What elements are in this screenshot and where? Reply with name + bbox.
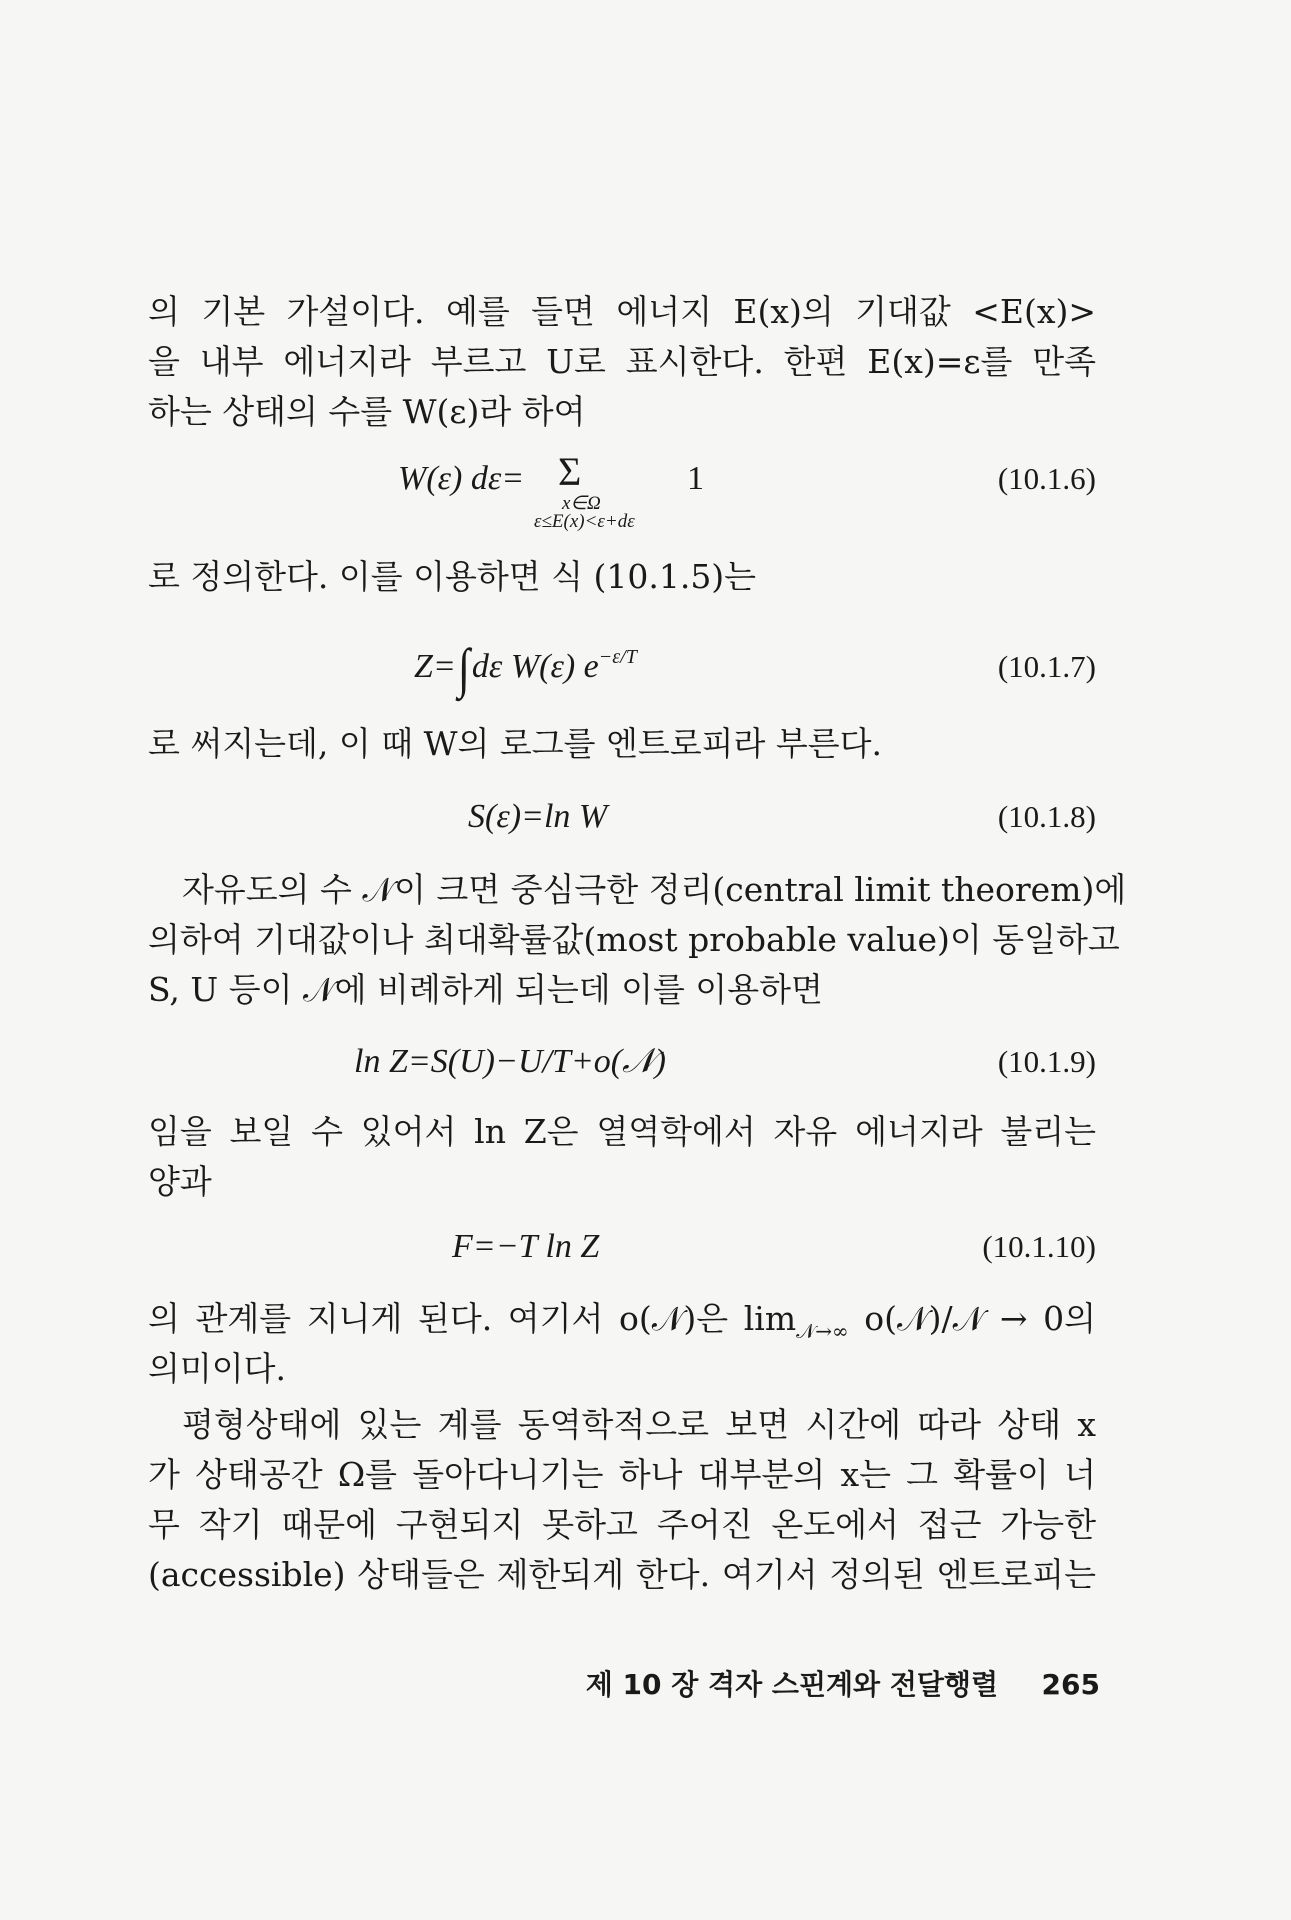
paragraph-line: 평형상태에 있는 계를 동역학적으로 보면 시간에 따라 상태 x xyxy=(182,1405,1096,1444)
paragraph-line: 무 작기 때문에 구현되지 못하고 주어진 온도에서 접근 가능한 xyxy=(148,1505,1096,1544)
equation-10-1-9: ln Z=S(U)−U/T+o(𝒩) xyxy=(354,1043,667,1080)
page-number: 265 xyxy=(1041,1668,1100,1701)
equation-number: (10.1.9) xyxy=(997,1044,1096,1079)
paragraph-line: (accessible) 상태들은 제한되게 한다. 여기서 정의된 엔트로피는 xyxy=(148,1555,1096,1594)
paragraph-line: 하는 상태의 수를 W(ε)라 하여 xyxy=(148,392,586,431)
sum-subscript-lower: ε≤E(x)<ε+dε xyxy=(534,511,635,532)
sum-subscript-upper: x∈Ω xyxy=(562,493,601,514)
equation-10-1-8: S(ε)=ln W xyxy=(468,798,608,835)
paragraph-text: 의 관계를 지니게 된다. 여기서 o(𝒩)은 lim xyxy=(148,1299,797,1338)
equation-10-1-10: F=−T ln Z xyxy=(452,1228,600,1265)
limit-subscript: 𝒩→∞ xyxy=(796,1319,849,1343)
paragraph-line: 자유도의 수 𝒩이 크면 중심극한 정리(central limit theorem)에 xyxy=(182,870,1127,909)
equation-number: (10.1.8) xyxy=(997,799,1096,834)
equation-number: (10.1.6) xyxy=(997,461,1096,496)
paragraph-line: 임을 보일 수 있어서 ln Z은 열역학에서 자유 에너지라 불리는 xyxy=(148,1112,1096,1151)
equation-number: (10.1.7) xyxy=(997,649,1096,684)
paragraph-text: o(𝒩)/𝒩 → 0의 xyxy=(848,1299,1096,1338)
equation-number: (10.1.10) xyxy=(982,1229,1096,1264)
equation-lhs: Z= xyxy=(414,648,456,685)
integral-symbol: ∫ xyxy=(457,637,470,699)
paragraph-line: 의 기본 가설이다. 예를 들면 에너지 E(x)의 기대값 <E(x)> xyxy=(148,292,1096,331)
paragraph-line: 을 내부 에너지라 부르고 U로 표시한다. 한편 E(x)=ε를 만족 xyxy=(148,342,1096,381)
equation-rhs: 1 xyxy=(687,460,704,497)
paragraph-line: 로 정의한다. 이를 이용하면 식 (10.1.5)는 xyxy=(148,557,757,596)
paragraph-line: 로 써지는데, 이 때 W의 로그를 엔트로피라 부른다. xyxy=(148,724,883,763)
paragraph-line: S, U 등이 𝒩에 비례하게 되는데 이를 이용하면 xyxy=(148,970,823,1009)
paragraph-line: 의미이다. xyxy=(148,1349,287,1388)
exponent: −ε/T xyxy=(598,646,637,668)
running-footer xyxy=(560,1663,1100,1703)
paragraph-line xyxy=(148,1297,1096,1353)
paragraph-line: 가 상태공간 Ω를 돌아다니기는 하나 대부분의 x는 그 확률이 너 xyxy=(148,1455,1096,1494)
equation-lhs: W(ε) dε= xyxy=(398,460,525,497)
equation-10-1-7 xyxy=(414,637,637,699)
equation-body: dε W(ε) e xyxy=(471,648,599,685)
sigma-symbol: Σ xyxy=(558,449,582,494)
paragraph-line: 양과 xyxy=(148,1162,212,1201)
paragraph-line: 의하여 기대값이나 최대확률값(most probable value)이 동일하고 xyxy=(148,920,1120,959)
chapter-title: 제 10 장 격자 스핀계와 전달행렬 xyxy=(585,1668,999,1701)
